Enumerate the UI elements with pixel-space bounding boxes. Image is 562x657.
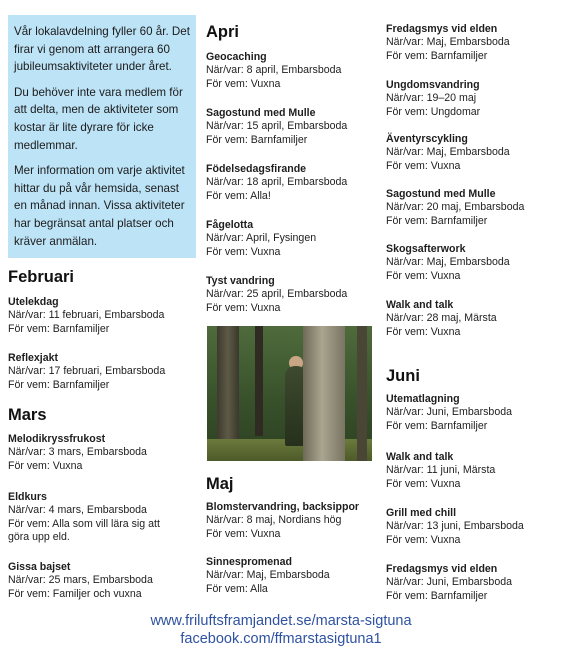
event-walk-and-talk-maj (386, 299, 497, 339)
event-when: När/var: 25 april, Embarsboda (206, 288, 348, 301)
event-when: När/var: 11 juni, Märsta (386, 464, 496, 477)
event-fredagsmys-juni (386, 563, 512, 603)
event-who: För vem: Alla (206, 582, 268, 595)
event-when: När/var: 17 februari, Embarsboda (8, 365, 166, 378)
event-sinnespromenad (206, 556, 330, 596)
event-when: När/var: 19–20 maj (386, 92, 477, 105)
event-fodelsedagsfirande (206, 163, 347, 203)
event-when: När/var: 20 maj, Embarsboda (386, 201, 525, 214)
event-who: För vem: Vuxna (206, 77, 281, 90)
footer-facebook-link[interactable]: facebook.com/ffmarstasigtuna1 (180, 631, 382, 647)
month-heading-maj: Maj (206, 475, 234, 493)
event-who: För vem: Vuxna (386, 533, 461, 546)
event-title: Fredagsmys vid elden (386, 563, 498, 575)
event-who: För vem: Ungdomar (386, 105, 481, 118)
event-fredagsmys-maj (386, 23, 510, 63)
event-title: Reflexjakt (8, 352, 59, 364)
month-heading-juni: Juni (386, 367, 420, 385)
event-who: För vem: Vuxna (386, 325, 461, 338)
event-when: När/var: 8 april, Embarsboda (206, 64, 342, 77)
event-title: Gissa bajset (8, 561, 71, 573)
event-who: För vem: Vuxna (386, 269, 461, 282)
event-title: Walk and talk (386, 451, 454, 463)
event-utelekdag (8, 296, 196, 336)
event-reflexjakt (8, 352, 196, 392)
intro-box (8, 15, 196, 258)
event-who: För vem: Barnfamiljer (206, 133, 308, 146)
event-when: När/var: Juni, Embarsboda (386, 576, 513, 589)
event-title: Tyst vandring (206, 275, 275, 287)
event-who: För vem: Familjer och vuxna (8, 587, 142, 600)
event-when: När/var: Maj, Embarsboda (386, 36, 510, 49)
event-who: För vem: Barnfamiljer (8, 378, 110, 391)
event-when: När/var: Maj, Embarsboda (386, 146, 510, 159)
intro-paragraph: Du behöver inte vara medlem för att delta, men de aktiviteter som kostar är lite dyrare för icke medlemmar. (14, 85, 183, 152)
event-sagostund-maj (386, 188, 524, 228)
event-title: Utematlagning (386, 393, 460, 405)
event-who: För vem: Barnfamiljer (386, 419, 488, 432)
event-geocaching (206, 51, 341, 91)
event-who: För vem: Vuxna (386, 159, 461, 172)
event-skogsafterwork (386, 243, 510, 283)
event-title: Sagostund med Mulle (206, 107, 316, 119)
event-title: Fågelotta (206, 219, 254, 231)
event-who: För vem: Vuxna (8, 459, 83, 472)
event-who: För vem: Alla! (206, 189, 271, 202)
event-title: Sinnespromenad (206, 556, 292, 568)
event-aventyrscykling (386, 133, 510, 173)
event-title: Fredagsmys vid elden (386, 23, 498, 35)
event-tyst-vandring (206, 275, 347, 315)
event-title: Äventyrscykling (386, 133, 468, 145)
event-title: Skogsafterwork (386, 243, 466, 255)
event-when: När/var: 25 mars, Embarsboda (8, 574, 153, 587)
event-who: För vem: Alla som vill lära sig att göra upp eld. (8, 517, 160, 544)
event-fagelotta (206, 219, 316, 259)
event-utematlagning (386, 393, 512, 433)
event-title: Melodikryssfrukost (8, 433, 106, 445)
event-ungdomsvandring (386, 79, 480, 119)
forest-photo (207, 326, 372, 461)
event-title: Sagostund med Mulle (386, 188, 496, 200)
event-when: När/var: Maj, Embarsboda (386, 256, 510, 269)
event-when: När/var: 15 april, Embarsboda (206, 120, 348, 133)
event-title: Ungdomsvandring (386, 79, 480, 91)
intro-paragraph: Vår lokalavdelning fyller 60 år. Det firar vi genom att arrangera 60 jubileumsaktiviteter under året. (14, 25, 190, 74)
column-left (8, 0, 196, 600)
event-who: För vem: Barnfamiljer (8, 322, 110, 335)
event-when: När/var: 8 maj, Nordians hög (206, 514, 342, 527)
event-who: För vem: Vuxna (206, 301, 281, 314)
event-blomstervandring (206, 501, 359, 541)
event-title: Walk and talk (386, 299, 454, 311)
event-when: När/var: 3 mars, Embarsboda (8, 446, 147, 459)
event-who: För vem: Vuxna (386, 477, 461, 490)
event-who: För vem: Barnfamiljer (386, 214, 488, 227)
event-title: Utelekdag (8, 296, 59, 308)
event-when: När/var: Juni, Embarsboda (386, 406, 513, 419)
event-title: Grill med chill (386, 507, 457, 519)
event-melodikryssfrukost (8, 433, 196, 473)
month-heading-februari: Februari (8, 268, 75, 286)
event-title: Geocaching (206, 51, 267, 63)
month-heading-april: Apri (206, 23, 239, 41)
event-when: När/var: Maj, Embarsboda (206, 569, 330, 582)
event-when: När/var: 13 juni, Embarsboda (386, 520, 524, 533)
event-when: När/var: 28 maj, Märsta (386, 312, 497, 325)
event-title: Blomstervandring, backsippor (206, 501, 360, 513)
event-walk-and-talk-juni (386, 451, 495, 491)
event-when: När/var: 11 februari, Embarsboda (8, 309, 165, 322)
event-sagostund-april (206, 107, 347, 147)
event-gissa-bajset (8, 561, 196, 601)
footer-website-link[interactable]: www.friluftsframjandet.se/marsta-sigtuna (150, 613, 412, 629)
event-who: För vem: Barnfamiljer (386, 49, 488, 62)
month-heading-mars: Mars (8, 406, 47, 424)
event-grill-med-chill (386, 507, 524, 547)
event-who: För vem: Barnfamiljer (386, 589, 488, 602)
event-when: När/var: 18 april, Embarsboda (206, 176, 348, 189)
event-who: För vem: Vuxna (206, 245, 281, 258)
intro-paragraph: Mer information om varje aktivitet hittar du på vår hemsida, senast en månad innan. Vissa aktiviteter har begränsat antal platser och kräver anmälan. (14, 164, 185, 248)
event-title: Eldkurs (8, 491, 47, 503)
event-when: När/var: 4 mars, Embarsboda (8, 504, 147, 517)
event-title: Födelsedagsfirande (206, 163, 307, 175)
event-when: När/var: April, Fysingen (206, 232, 317, 245)
event-eldkurs (8, 491, 180, 545)
event-who: För vem: Vuxna (206, 527, 281, 540)
